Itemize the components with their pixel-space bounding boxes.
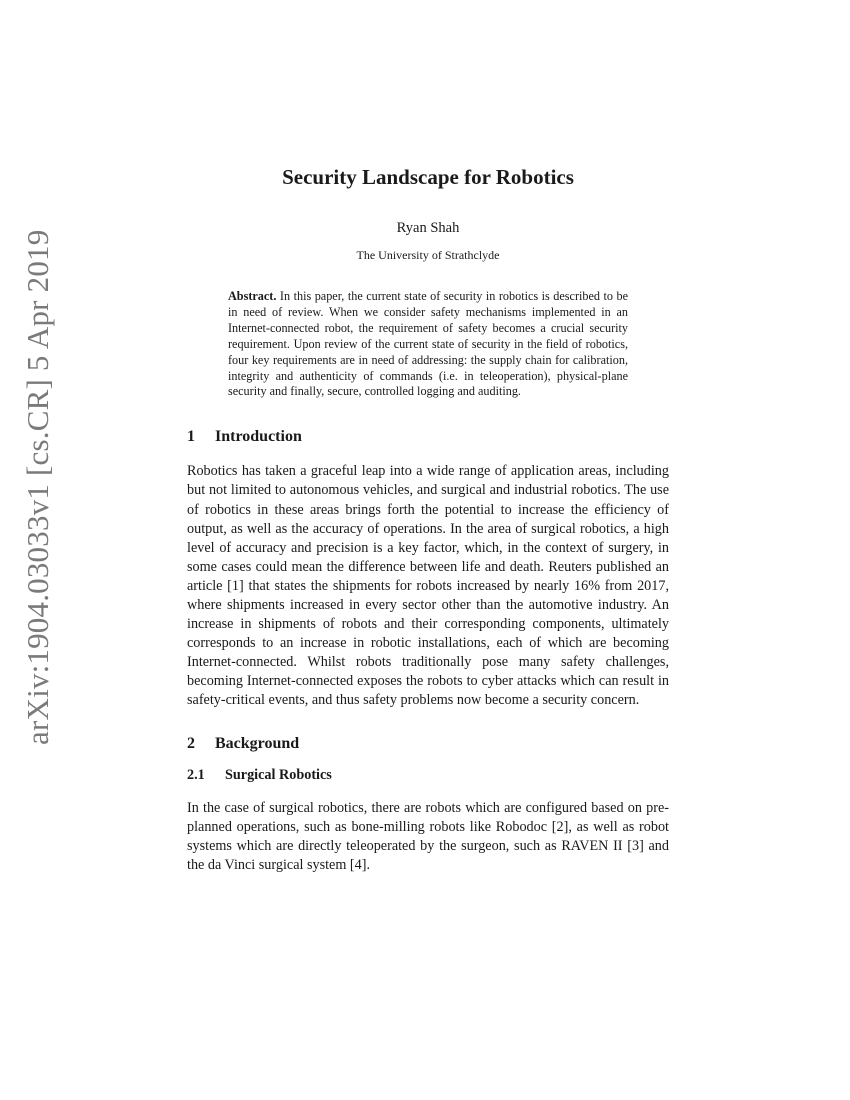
author-name: Ryan Shah (396, 220, 460, 236)
subsection-number: 2.1 (187, 766, 205, 783)
abstract (228, 289, 628, 400)
section-title: Background (215, 734, 300, 752)
arxiv-identifier-stamp: arXiv:1904.03033v1 [cs.CR] 5 Apr 2019 (20, 229, 55, 745)
author-affiliation: The University of Strathclyde (356, 248, 500, 262)
section-number: 1 (187, 428, 195, 446)
section-number: 2 (187, 734, 195, 752)
paper-page (187, 163, 669, 875)
section-heading-introduction (187, 426, 669, 448)
subsection-heading-surgical-robotics (187, 765, 669, 785)
surgical-robotics-paragraph: In the case of surgical robotics, there are robots which are configured based on pre-planned operations, such as bone-milling robots like Robodoc [2], as well as robot systems which are directly teleoperated by the surgeon, such as RAVEN II [3] and the da Vinci surgical system [4]. (187, 799, 669, 874)
section-title: Introduction (215, 428, 302, 446)
subsection-title: Surgical Robotics (225, 766, 332, 783)
section-heading-background (187, 733, 669, 755)
abstract-label: Abstract. (228, 289, 277, 303)
paper-title: Security Landscape for Robotics (282, 165, 574, 189)
introduction-paragraph: Robotics has taken a graceful leap into a wide range of application areas, including but not limited to autonomous vehicles, and surgical and industrial robotics. The use of robotics in these areas brings forth the potential to increase the efficiency of output, as well as the accuracy of operations. In the area of surgical robotics, a high level of accuracy and precision is a key factor, which, in the context of surgery, in some cases could mean the difference between life and death. Reuters published an article [1] that states the shipments for robots increased by nearly 16% from 2017, where shipments increased in every sector other than the automotive industry. An increase in shipments of robots and their corresponding components, ultimately corresponds to an increase in robotic installations, each of which are becoming Internet-connected. Whilst robots traditionally pose many safety challenges, becoming Internet-connected exposes the robots to cyber attacks which can result in safety-critical events, and thus safety problems now become a security concern. (187, 463, 669, 709)
abstract-text: In this paper, the current state of security in robotics is described to be in need of review. When we consider safety mechanisms implemented in an Internet-connected robot, the requirement of safety becomes a crucial security requirement. Upon review of the current state of security in the field of robotics, four key requirements are in need of addressing: the supply chain for calibration, integrity and authenticity of commands (i.e. in teleoperation), physical-plane security and finally, secure, controlled logging and auditing. (228, 289, 628, 399)
